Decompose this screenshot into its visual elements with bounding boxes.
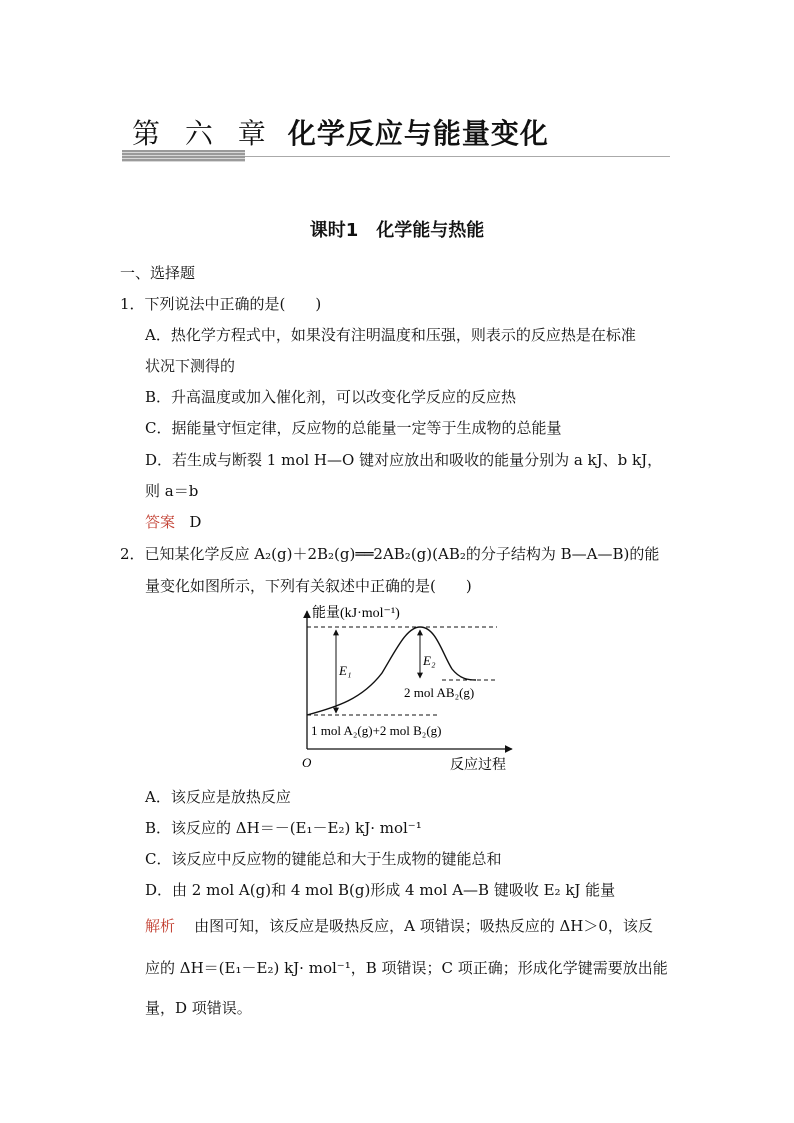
q2-option-b: B．该反应的 ΔH＝－(E₁－E₂) kJ· mol⁻¹ bbox=[145, 819, 422, 837]
reactant-label: 1 mol A₂(g)+2 mol B₂(g) bbox=[311, 723, 442, 738]
q1-option-b: B．升高温度或加入催化剂，可以改变化学反应的反应热 bbox=[145, 388, 517, 406]
y-axis-label: 能量(kJ·mol⁻¹) bbox=[312, 606, 400, 621]
q1-option-c: C．据能量守恒定律，反应物的总能量一定等于生成物的总能量 bbox=[145, 419, 562, 437]
e1-label: E₁ bbox=[339, 663, 352, 678]
q2-stem: 2．已知某化学反应 A₂(g)＋2B₂(g)══2AB₂(g)(AB₂的分子结构为 B—A—B)的能 bbox=[120, 545, 660, 563]
answer-value: D bbox=[189, 513, 202, 531]
analysis-line-2: 应的 ΔH＝(E₁－E₂) kJ· mol⁻¹，B 项错误；C 项正确；形成化学键需要放出能 bbox=[145, 959, 668, 977]
x-axis-label: 反应过程 bbox=[450, 758, 506, 773]
e2-label: E₂ bbox=[423, 653, 436, 668]
section-heading: 一、选择题 bbox=[120, 264, 196, 282]
q1-option-d-cont: 则 a＝b bbox=[145, 482, 199, 500]
q2-analysis bbox=[145, 916, 653, 936]
chapter-rule-bar bbox=[122, 150, 245, 162]
q2-option-d: D．由 2 mol A(g)和 4 mol B(g)形成 4 mol A—B 键吸收 E₂ kJ 能量 bbox=[145, 881, 616, 899]
energy-diagram bbox=[292, 603, 522, 775]
q2-option-c: C．该反应中反应物的键能总和大于生成物的键能总和 bbox=[145, 850, 502, 868]
product-label: 2 mol AB₂(g) bbox=[404, 685, 475, 700]
answer-label: 答案 bbox=[145, 513, 176, 531]
q1-answer bbox=[145, 512, 201, 532]
chapter-title: 化学反应与能量变化 bbox=[287, 117, 549, 150]
chapter-heading bbox=[132, 112, 549, 152]
q2-option-a: A．该反应是放热反应 bbox=[145, 788, 291, 806]
q1-option-a-cont: 状况下测得的 bbox=[145, 357, 236, 375]
chapter-rule-line bbox=[245, 156, 670, 157]
q2-stem-cont: 量变化如图所示，下列有关叙述中正确的是( ) bbox=[145, 577, 472, 595]
origin-label: O bbox=[302, 755, 312, 770]
chapter-number: 第 六 章 bbox=[132, 117, 274, 150]
q1-stem: 1．下列说法中正确的是( ) bbox=[120, 295, 322, 313]
energy-curve bbox=[307, 627, 476, 715]
lesson-title: 课时1 化学能与热能 bbox=[309, 220, 485, 241]
q1-option-d: D．若生成与断裂 1 mol H—O 键对应放出和吸收的能量分别为 a kJ、b kJ， bbox=[145, 451, 663, 469]
analysis-label: 解析 bbox=[145, 917, 176, 935]
analysis-line-1: 由图可知，该反应是吸热反应，A 项错误；吸热反应的 ΔH＞0，该反 bbox=[194, 917, 653, 935]
analysis-line-3: 量，D 项错误。 bbox=[145, 999, 252, 1017]
q1-option-a: A．热化学方程式中，如果没有注明温度和压强，则表示的反应热是在标准 bbox=[145, 326, 636, 344]
